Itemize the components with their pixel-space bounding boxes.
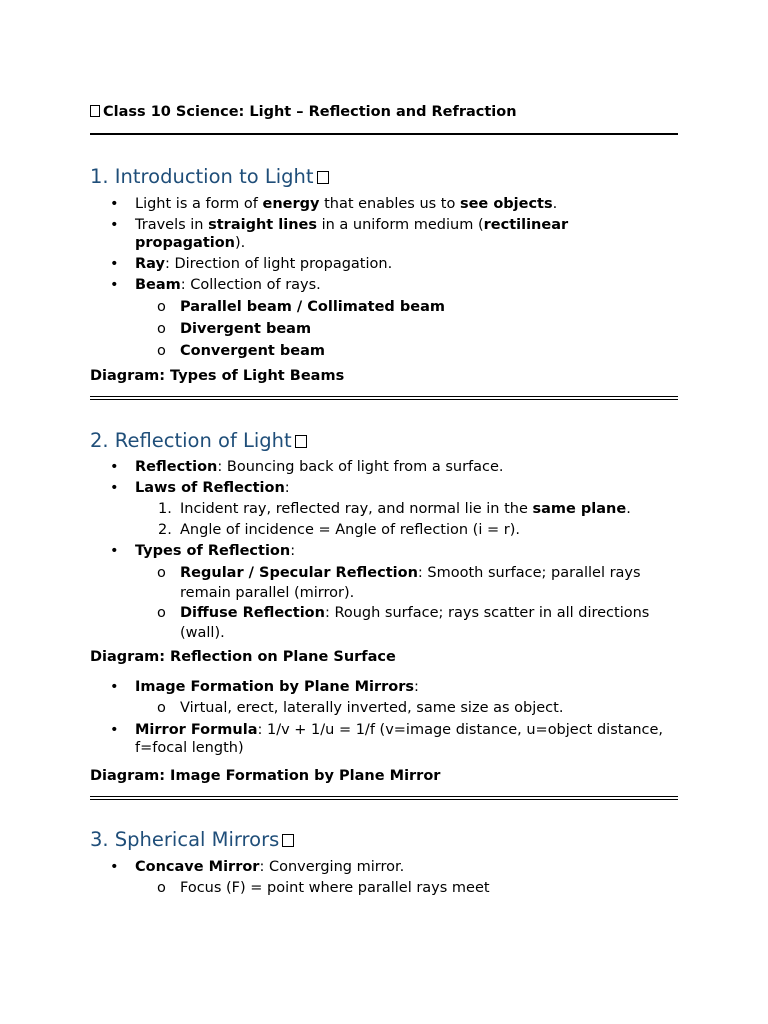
section-1-heading: 1. Introduction to Light: [90, 165, 329, 188]
sub-list-item: o Focus (F) = point where parallel rays meet: [157, 880, 490, 896]
section-3-heading: 3. Spherical Mirrors: [90, 828, 294, 851]
missing-glyph-icon: [282, 834, 294, 847]
sub-list-item: o Convergent beam: [157, 343, 325, 359]
sub-list-item: o Parallel beam / Collimated beam: [157, 299, 445, 315]
section-3-list: [90, 858, 678, 897]
section-divider: [90, 796, 678, 800]
diagram-caption: Diagram: Image Formation by Plane Mirror: [90, 768, 441, 784]
document-title: Class 10 Science: Light – Reflection and Refraction: [90, 104, 517, 120]
missing-glyph-icon: [295, 435, 307, 448]
list-item: • Mirror Formula: 1/v + 1/u = 1/f (v=image distance, u=object distance, f=focal length): [110, 722, 664, 756]
list-item: • Ray: Direction of light propagation.: [110, 256, 393, 272]
sub-list-item: o Divergent beam: [157, 321, 312, 337]
missing-glyph-icon: [90, 105, 100, 117]
sub-list-item: o Virtual, erect, laterally inverted, same size as object.: [157, 700, 564, 716]
list-item: • Concave Mirror: Converging mirror.: [110, 859, 405, 875]
list-item: • Laws of Reflection:: [110, 480, 290, 496]
list-item: • Beam: Collection of rays.: [110, 277, 321, 293]
list-item: • Image Formation by Plane Mirrors:: [110, 679, 419, 695]
list-item: • Reflection: Bouncing back of light from a surface.: [110, 459, 504, 475]
list-item: • Types of Reflection:: [110, 543, 296, 559]
section-2-heading: 2. Reflection of Light: [90, 429, 307, 452]
title-rule: [90, 133, 678, 135]
sub-list-item: o Diffuse Reflection: Rough surface; rays scatter in all directions (wall).: [157, 605, 650, 641]
missing-glyph-icon: [317, 171, 329, 184]
section-2-list: [90, 458, 678, 643]
section-2-list-b: [90, 678, 678, 757]
sub-list-item: o Regular / Specular Reflection: Smooth surface; parallel rays remain parallel (mirror).: [157, 565, 641, 601]
list-item: • Travels in straight lines in a uniform medium (rectilinear propagation).: [110, 217, 569, 251]
diagram-caption: Diagram: Reflection on Plane Surface: [90, 649, 396, 665]
numbered-item: 1. Incident ray, reflected ray, and normal lie in the same plane.: [158, 501, 631, 517]
numbered-item: 2. Angle of incidence = Angle of reflection (i = r).: [158, 522, 520, 538]
list-item: • Light is a form of energy that enables us to see objects.: [110, 196, 558, 212]
section-1-list: [90, 195, 678, 360]
diagram-caption: Diagram: Types of Light Beams: [90, 368, 345, 384]
section-divider: [90, 396, 678, 400]
